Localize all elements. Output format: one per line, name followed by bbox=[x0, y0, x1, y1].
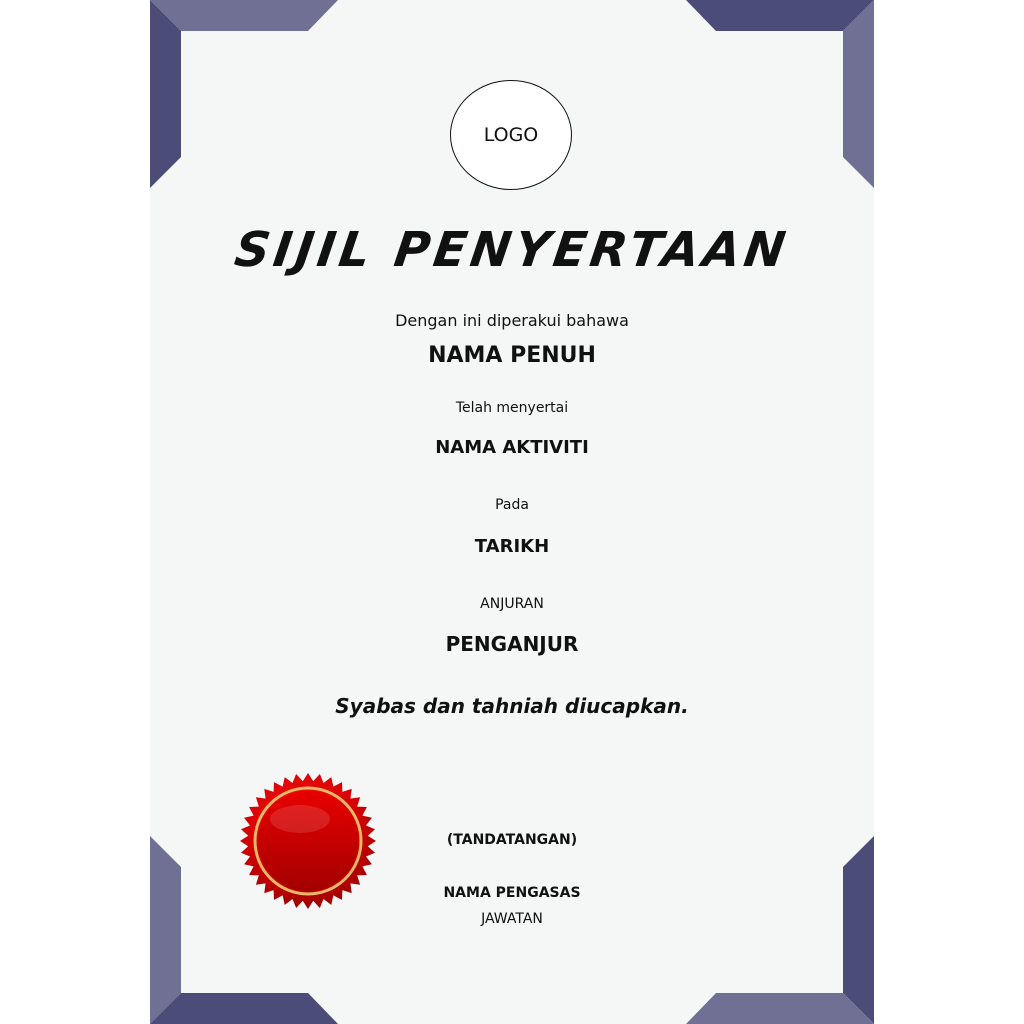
recipient-name: NAMA PENUH bbox=[428, 343, 596, 368]
date-label: Pada bbox=[495, 497, 529, 513]
signatory-position: JAWATAN bbox=[481, 911, 543, 927]
certificate-page bbox=[150, 0, 874, 1024]
frame-bottom-left-vertical bbox=[150, 836, 181, 1024]
frame-top-right-vertical bbox=[843, 0, 874, 188]
activity-name: NAMA AKTIVITI bbox=[435, 437, 589, 458]
closing-message: Syabas dan tahniah diucapkan. bbox=[335, 694, 689, 718]
event-date: TARIKH bbox=[474, 536, 550, 557]
logo-label: LOGO bbox=[483, 124, 539, 146]
frame-bottom-left-horizontal bbox=[150, 993, 338, 1024]
organiser-name: PENGANJUR bbox=[445, 632, 579, 656]
frame-top-left-vertical bbox=[150, 0, 181, 188]
signatory-name: NAMA PENGASAS bbox=[443, 885, 581, 901]
frame-top-left-horizontal bbox=[150, 0, 338, 31]
logo-placeholder bbox=[450, 80, 572, 190]
intro-text: Dengan ini diperakui bahawa bbox=[395, 311, 629, 330]
frame-bottom-right-horizontal bbox=[686, 993, 874, 1024]
frame-top-right-horizontal bbox=[686, 0, 874, 31]
participated-label: Telah menyertai bbox=[455, 400, 569, 416]
organised-label: ANJURAN bbox=[480, 596, 544, 612]
certificate-title: SIJIL PENYERTAAN bbox=[231, 222, 793, 278]
signature-label: (TANDATANGAN) bbox=[446, 832, 578, 848]
frame-bottom-right-vertical bbox=[843, 836, 874, 1024]
